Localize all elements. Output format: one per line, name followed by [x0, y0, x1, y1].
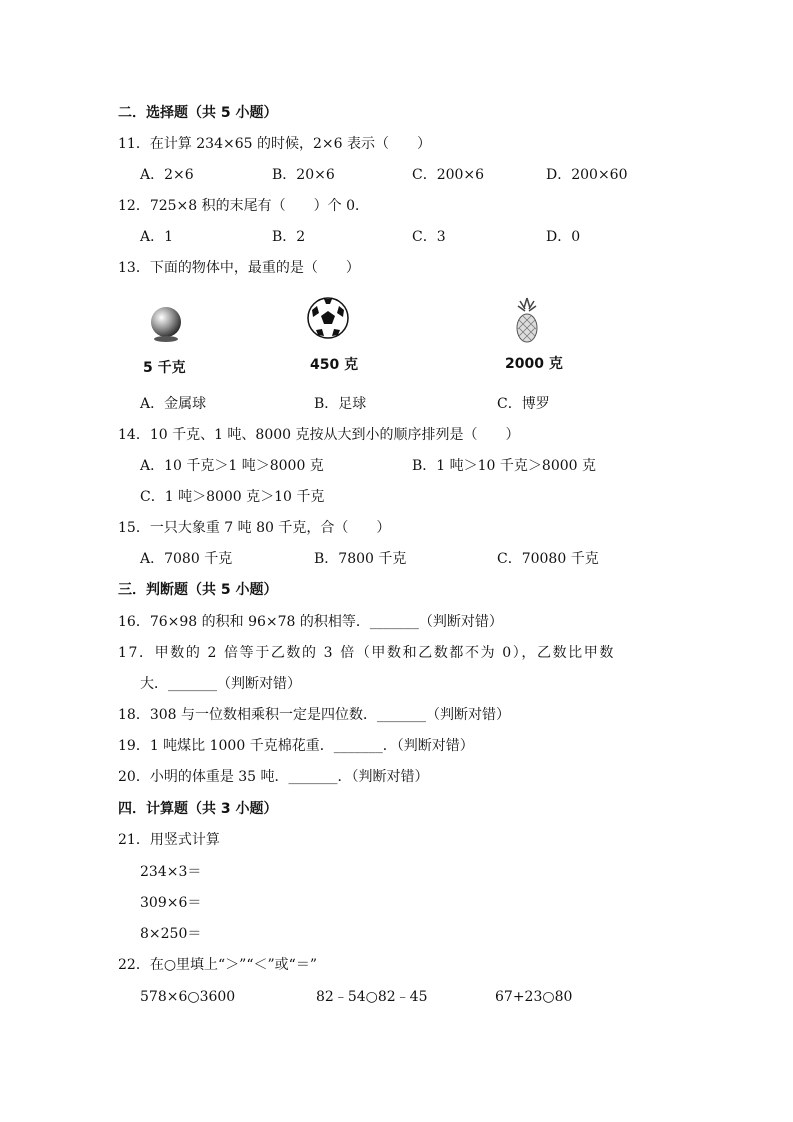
metal-ball-weight-label: 5 千克 [143, 360, 186, 376]
question-12-stem: 12．725×8 积的末尾有（ ）个 0． [118, 198, 369, 214]
section-choice-heading: 二．选择题（共 5 小题） [118, 105, 278, 121]
q13-option-a: A．金属球 [140, 396, 207, 412]
q15-option-b: B．7800 千克 [314, 551, 407, 567]
question-17-stem-line2: 大．_______（判断对错） [140, 676, 301, 692]
q11-option-a: A．2×6 [140, 167, 194, 183]
question-19-stem: 19．1 吨煤比 1000 千克棉花重．_______．（判断对错） [118, 738, 474, 754]
q21-item-2: 309×6＝ [140, 895, 202, 911]
q21-item-3: 8×250＝ [140, 926, 202, 942]
question-21-stem: 21．用竖式计算 [118, 832, 220, 848]
q13-option-b: B．足球 [314, 396, 367, 412]
question-18-stem: 18．308 与一位数相乘积一定是四位数．_______（判断对错） [118, 707, 510, 723]
q22-item-3: 67+23○80 [495, 989, 573, 1005]
pineapple-image [510, 296, 544, 344]
question-13-stem: 13．下面的物体中，最重的是（ ） [118, 260, 360, 276]
q12-option-c: C．3 [412, 229, 446, 245]
question-16-stem: 16．76×98 的积和 96×78 的积相等．_______（判断对错） [118, 614, 503, 630]
q12-option-d: D．0 [546, 229, 581, 245]
question-20-stem: 20．小明的体重是 35 吨．_______．（判断对错） [118, 769, 429, 785]
section-judge-heading: 三．判断题（共 5 小题） [118, 582, 278, 598]
q21-item-1: 234×3＝ [140, 864, 202, 880]
q11-option-b: B．20×6 [272, 167, 335, 183]
pineapple-weight-label: 2000 克 [505, 356, 563, 372]
question-22-stem: 22．在○里填上“＞”“＜”或“＝” [118, 957, 317, 973]
section-calc-heading: 四．计算题（共 3 小题） [118, 801, 278, 817]
metal-ball-image [146, 304, 186, 344]
q22-item-1: 578×6○3600 [140, 989, 236, 1005]
q22-item-2: 82﹣54○82﹣45 [316, 989, 428, 1005]
q15-option-c: C．70080 千克 [497, 551, 599, 567]
question-11-stem: 11．在计算 234×65 的时候，2×6 表示（ ） [118, 136, 431, 152]
q14-option-b: B．1 吨＞10 千克＞8000 克 [412, 458, 596, 474]
q14-option-c: C．1 吨＞8000 克＞10 千克 [140, 489, 325, 505]
q12-option-a: A．1 [140, 229, 174, 245]
question-14-stem: 14．10 千克、1 吨、8000 克按从大到小的顺序排列是（ ） [118, 427, 520, 443]
q13-option-c: C．博罗 [497, 396, 550, 412]
soccer-ball-weight-label: 450 克 [310, 357, 359, 373]
q11-option-c: C．200×6 [412, 167, 485, 183]
q12-option-b: B．2 [272, 229, 306, 245]
soccer-ball-image [306, 296, 350, 340]
question-15-stem: 15．一只大象重 7 吨 80 千克，合（ ） [118, 520, 391, 536]
q14-option-a: A．10 千克＞1 吨＞8000 克 [140, 458, 324, 474]
question-17-stem-line1: 17．甲数的 2 倍等于乙数的 3 倍（甲数和乙数都不为 0），乙数比甲数 [118, 645, 615, 661]
q15-option-a: A．7080 千克 [140, 551, 233, 567]
q11-option-d: D．200×60 [546, 167, 628, 183]
